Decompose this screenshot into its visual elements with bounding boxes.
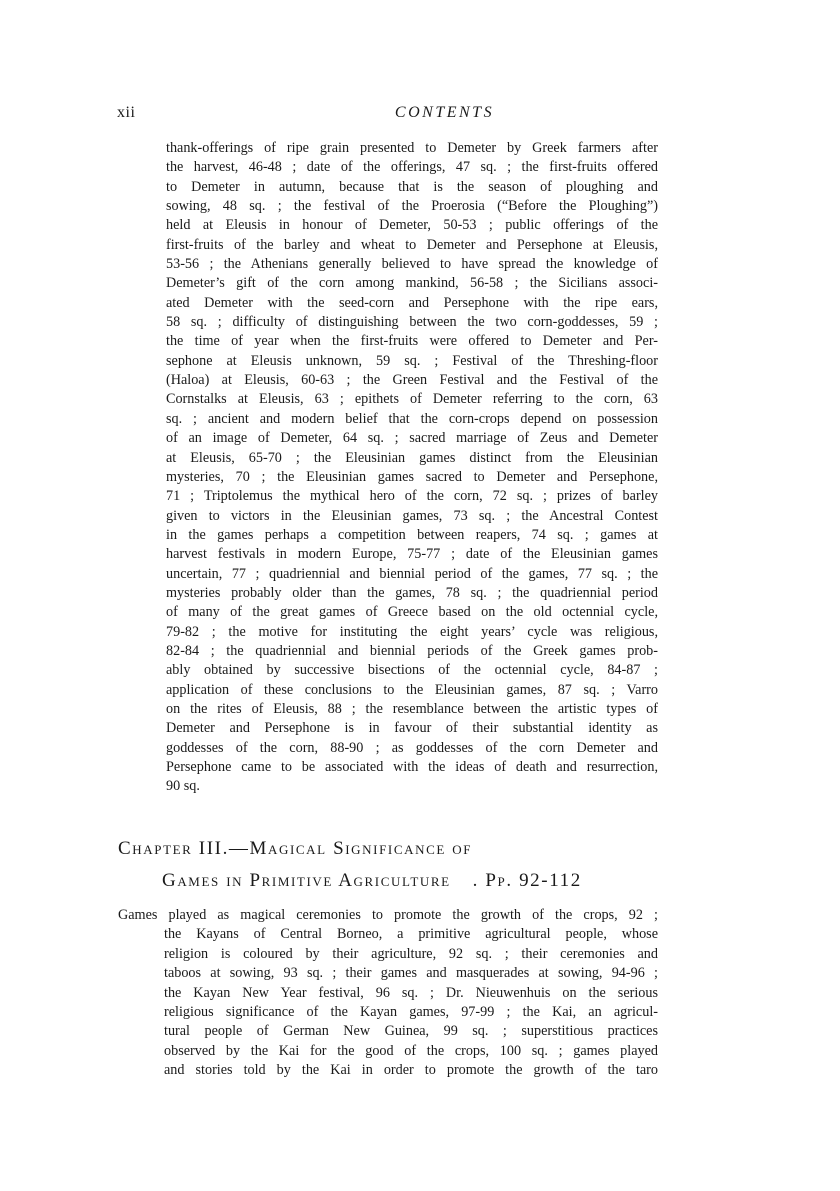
text-line: sephone at Eleusis unknown, 59 sq. ; Festival of the Threshing-floor bbox=[166, 352, 658, 369]
chapter-title-line-1: Chapter III.—Magical Significance of bbox=[118, 838, 473, 859]
text-line: and stories told by the Kai in order to promote the growth of the taro bbox=[164, 1062, 658, 1079]
text-line: on the rites of Eleusis, 88 ; the resemblance between the artistic types of bbox=[166, 700, 658, 717]
text-line: 82-84 ; the quadriennial and biennial periods of the Greek games prob- bbox=[166, 642, 658, 659]
text-line: application of these conclusions to the Eleusinian games, 87 sq. ; Varro bbox=[166, 681, 658, 698]
text-line: observed by the Kai for the good of the crops, 100 sq. ; games played bbox=[164, 1042, 658, 1059]
text-line: Games played as magical ceremonies to promote the growth of the crops, 92 ; bbox=[118, 907, 658, 923]
text-line: the Kayan New Year festival, 96 sq. ; Dr. Nieuwenhuis on the serious bbox=[164, 984, 658, 1001]
text-line: 71 ; Triptolemus the mythical hero of the corn, 72 sq. ; prizes of barley bbox=[166, 488, 658, 505]
text-line: mysteries, 70 ; the Eleusinian games sacred to Demeter and Persephone, bbox=[166, 468, 658, 485]
text-line: religious significance of the Kayan games, 97-99 ; the Kai, an agricul- bbox=[164, 1004, 658, 1021]
text-line: thank-offerings of ripe grain presented to Demeter by Greek farmers after bbox=[166, 140, 658, 156]
text-line: 53-56 ; the Athenians generally believed to have spread the knowledge of bbox=[166, 256, 658, 273]
text-line: in the games perhaps a competition between reapers, 74 sq. ; games at bbox=[166, 526, 658, 543]
contents-paragraph-chapter-3 bbox=[118, 906, 658, 1081]
text-line: the time of year when the first-fruits were offered to Demeter and Per- bbox=[166, 333, 658, 350]
text-line: ably obtained by successive bisections of the octennial cycle, 84-87 ; bbox=[166, 662, 658, 679]
running-head bbox=[117, 104, 677, 128]
text-line: goddesses of the corn, 88-90 ; as goddesses of the corn Demeter and bbox=[166, 739, 658, 756]
running-title: CONTENTS bbox=[394, 104, 495, 121]
text-line: the Kayans of Central Borneo, a primitive agricultural people, whose bbox=[164, 926, 658, 943]
text-line: sowing, 48 sq. ; the festival of the Proerosia (“Before the Ploughing”) bbox=[166, 198, 658, 215]
text-line: religion is coloured by their agriculture, 92 sq. ; their ceremonies and bbox=[164, 945, 658, 962]
text-line: taboos at sowing, 93 sq. ; their games and masquerades at sowing, 94-96 ; bbox=[164, 965, 658, 982]
contents-paragraph-chapter-2 bbox=[166, 139, 658, 797]
text-line: tural people of German New Guinea, 99 sq. ; superstitious practices bbox=[164, 1023, 658, 1040]
text-line: first-fruits of the barley and wheat to Demeter and Persephone at Eleusis, bbox=[166, 236, 658, 253]
text-line: harvest festivals in modern Europe, 75-77 ; date of the Eleusinian games bbox=[166, 546, 658, 563]
text-line: Cornstalks at Eleusis, 63 ; epithets of Demeter referring to the corn, 63 bbox=[166, 391, 658, 408]
text-line: of an image of Demeter, 64 sq. ; sacred marriage of Zeus and Demeter bbox=[166, 430, 658, 447]
text-line: uncertain, 77 ; quadriennial and biennial period of the games, 77 sq. ; the bbox=[166, 565, 658, 582]
text-line: given to victors in the Eleusinian games, 73 sq. ; the Ancestral Contest bbox=[166, 507, 658, 524]
text-line: Demeter and Persephone is in favour of their substantial identity as bbox=[166, 720, 658, 737]
text-line: sq. ; ancient and modern belief that the corn-crops depend on possession bbox=[166, 410, 658, 427]
text-line: Persephone came to be associated with the ideas of death and resurrection, bbox=[166, 759, 658, 775]
chapter-title-line-2 bbox=[162, 870, 678, 892]
chapter-page-range: . Pp. 92-112 bbox=[472, 870, 582, 891]
text-line: to Demeter in autumn, because that is the season of ploughing and bbox=[166, 178, 658, 195]
text-line: 58 sq. ; difficulty of distinguishing between the two corn-goddesses, 59 ; bbox=[166, 314, 658, 331]
text-line: 79-82 ; the motive for instituting the eight years’ cycle was religious, bbox=[166, 623, 658, 640]
page-number: xii bbox=[117, 104, 136, 121]
text-line: 90 sq. bbox=[166, 778, 200, 795]
text-line: mysteries probably older than the games, 78 sq. ; the quadriennial period bbox=[166, 584, 658, 601]
text-line: ated Demeter with the seed-corn and Persephone with the ripe ears, bbox=[166, 294, 658, 311]
text-line: of many of the great games of Greece based on the old octennial cycle, bbox=[166, 604, 658, 621]
chapter-heading bbox=[118, 838, 678, 892]
text-line: Demeter’s gift of the corn among mankind, 56-58 ; the Sicilians associ- bbox=[166, 275, 658, 292]
text-line: held at Eleusis in honour of Demeter, 50-53 ; public offerings of the bbox=[166, 217, 658, 234]
text-line: at Eleusis, 65-70 ; the Eleusinian games distinct from the Eleusinian bbox=[166, 449, 658, 466]
chapter-title-continued: Games in Primitive Agriculture bbox=[162, 870, 451, 891]
text-line: the harvest, 46-48 ; date of the offerings, 47 sq. ; the first-fruits offered bbox=[166, 159, 658, 176]
text-line: (Haloa) at Eleusis, 60-63 ; the Green Festival and the Festival of the bbox=[166, 372, 658, 389]
